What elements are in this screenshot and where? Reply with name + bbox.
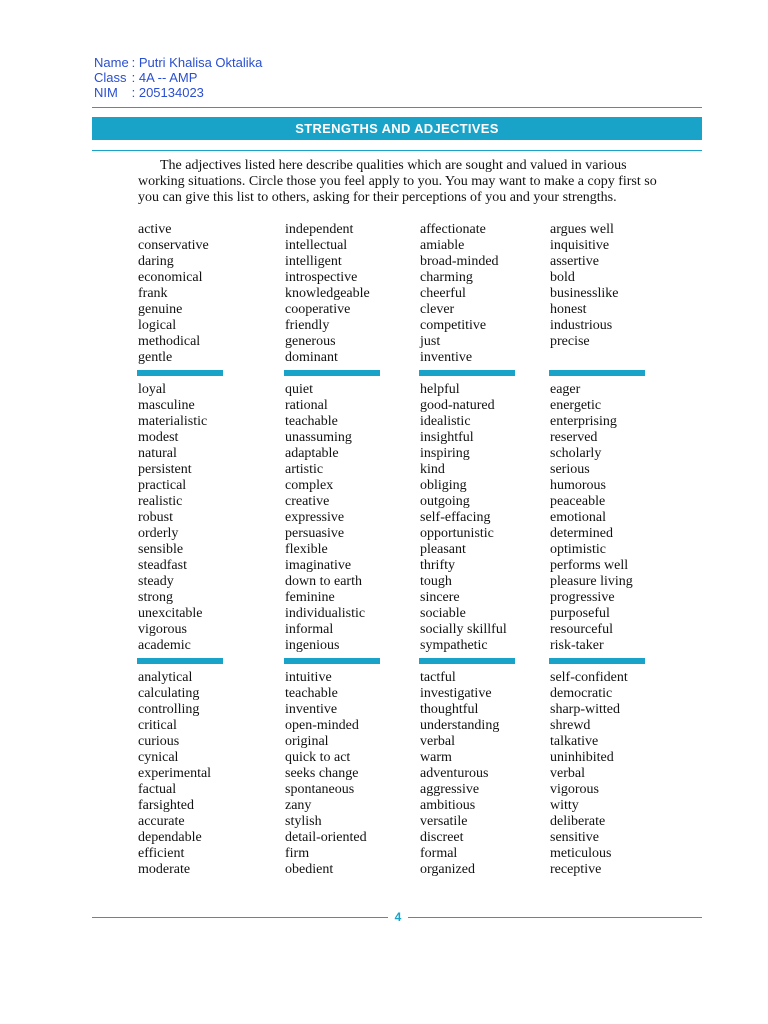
adjective: creative <box>285 494 330 509</box>
adjective: masculine <box>138 398 195 413</box>
adjective: sympathetic <box>420 638 488 653</box>
adjective: cheerful <box>420 286 466 301</box>
adjective: unexcitable <box>138 606 203 621</box>
adjective: clever <box>420 302 455 317</box>
adjective: pleasure living <box>550 574 633 589</box>
adjective: businesslike <box>550 286 619 301</box>
adjective: witty <box>550 798 579 813</box>
adjective: honest <box>550 302 587 317</box>
class-label: Class <box>94 70 127 85</box>
adjective: sensible <box>138 542 184 557</box>
adjective: competitive <box>420 318 487 333</box>
adjective: thrifty <box>420 558 455 573</box>
adjective: open-minded <box>285 718 359 733</box>
adjective: expressive <box>285 510 345 525</box>
adjective: sensitive <box>550 830 599 845</box>
adjective: genuine <box>138 302 183 317</box>
adjective-column <box>420 222 499 366</box>
adjective: self-confident <box>550 670 628 685</box>
adjective: unassuming <box>285 430 352 445</box>
adjective: adaptable <box>285 446 339 461</box>
nim-value: 205134023 <box>138 85 204 100</box>
adjective: broad-minded <box>420 254 499 269</box>
intro-paragraph <box>138 158 704 206</box>
adjective: artistic <box>285 462 324 477</box>
adjective: intellectual <box>285 238 348 253</box>
adjective: inventive <box>420 350 473 365</box>
section-divider <box>284 658 380 664</box>
adjective: shrewd <box>550 718 591 733</box>
adjective: logical <box>138 318 177 333</box>
adjective: warm <box>420 750 452 765</box>
adjective: tactful <box>420 670 456 685</box>
adjective: introspective <box>285 270 358 285</box>
adjective: determined <box>550 526 613 541</box>
adjective: cooperative <box>285 302 351 317</box>
section-divider <box>284 370 380 376</box>
adjective: individualistic <box>285 606 366 621</box>
adjective: risk-taker <box>550 638 604 653</box>
adjective: formal <box>420 846 458 861</box>
adjective: original <box>285 734 329 749</box>
adjective: precise <box>550 334 590 349</box>
adjective: kind <box>420 462 445 477</box>
adjective: affectionate <box>420 222 486 237</box>
adjective: reserved <box>550 430 598 445</box>
adjective: understanding <box>420 718 500 733</box>
adjective: intelligent <box>285 254 342 269</box>
adjective: dependable <box>138 830 202 845</box>
adjective: bold <box>550 270 575 285</box>
adjective: calculating <box>138 686 200 701</box>
adjective: cynical <box>138 750 179 765</box>
adjective: inventive <box>285 702 338 717</box>
adjective: insightful <box>420 430 474 445</box>
adjective: teachable <box>285 686 338 701</box>
adjective: curious <box>138 734 180 749</box>
name-row: Name : Putri Khalisa Oktalika <box>94 55 263 70</box>
adjective: organized <box>420 862 475 877</box>
adjective: helpful <box>420 382 460 397</box>
adjective: ambitious <box>420 798 476 813</box>
adjective: frank <box>138 286 168 301</box>
adjective: eager <box>550 382 581 397</box>
adjective: critical <box>138 718 177 733</box>
section-divider <box>419 658 515 664</box>
adjective: down to earth <box>285 574 362 589</box>
page-title: STRENGTHS AND ADJECTIVES <box>92 117 702 140</box>
adjective: experimental <box>138 766 212 781</box>
adjective: academic <box>138 638 191 653</box>
adjective: moderate <box>138 862 191 877</box>
adjective: enterprising <box>550 414 617 429</box>
section-divider <box>419 370 515 376</box>
adjective: economical <box>138 270 203 285</box>
adjective: farsighted <box>138 798 194 813</box>
adjective: tough <box>420 574 452 589</box>
student-info <box>94 55 262 100</box>
adjective-column <box>138 222 209 366</box>
adjective: persistent <box>138 462 192 477</box>
adjective: sharp-witted <box>550 702 620 717</box>
adjective-column <box>550 382 633 654</box>
adjective: vigorous <box>550 782 599 797</box>
adjective: argues well <box>550 222 614 237</box>
adjective: steadfast <box>138 558 187 573</box>
intro-line: working situations. Circle those you feel apply to you. You may want to make a copy first so <box>138 174 657 189</box>
adjective: steady <box>138 574 174 589</box>
adjective: zany <box>285 798 312 813</box>
adjective: ingenious <box>285 638 340 653</box>
intro-line: you can give this list to others, asking for their perceptions of you and your strengths. <box>138 190 617 205</box>
adjective-column <box>285 382 365 654</box>
name-label: Name <box>94 55 129 70</box>
nim-row: NIM : 205134023 <box>94 85 204 100</box>
adjective: orderly <box>138 526 179 541</box>
adjective-column <box>550 670 628 878</box>
adjective: modest <box>138 430 179 445</box>
adjective: practical <box>138 478 187 493</box>
adjective: controlling <box>138 702 200 717</box>
adjective: sociable <box>420 606 466 621</box>
section-divider <box>549 370 645 376</box>
adjective-column <box>138 670 211 878</box>
adjective: vigorous <box>138 622 187 637</box>
adjective-column <box>138 382 207 654</box>
adjective: uninhibited <box>550 750 614 765</box>
adjective: charming <box>420 270 473 285</box>
adjective: adventurous <box>420 766 489 781</box>
adjective: verbal <box>550 766 585 781</box>
adjective: amiable <box>420 238 465 253</box>
adjective: humorous <box>550 478 606 493</box>
adjective: analytical <box>138 670 193 685</box>
adjective: firm <box>285 846 310 861</box>
adjective: independent <box>285 222 354 237</box>
adjective: purposeful <box>550 606 610 621</box>
adjective: peaceable <box>550 494 606 509</box>
adjective: outgoing <box>420 494 470 509</box>
adjective: methodical <box>138 334 201 349</box>
adjective: daring <box>138 254 174 269</box>
adjective-column <box>285 670 367 878</box>
intro-line: The adjectives listed here describe qualities which are sought and valued in various <box>160 158 627 173</box>
class-row: Class : 4A -- AMP <box>94 70 198 85</box>
adjective: energetic <box>550 398 602 413</box>
adjective: socially skillful <box>420 622 507 637</box>
adjective: idealistic <box>420 414 471 429</box>
adjective: detail-oriented <box>285 830 367 845</box>
adjective: friendly <box>285 318 330 333</box>
adjective: just <box>420 334 441 349</box>
nim-label: NIM <box>94 85 118 100</box>
adjective: thoughtful <box>420 702 479 717</box>
adjective: rational <box>285 398 328 413</box>
adjective: sincere <box>420 590 460 605</box>
adjective: accurate <box>138 814 185 829</box>
page-number: 4 <box>388 910 408 924</box>
adjective: loyal <box>138 382 166 397</box>
section-divider <box>549 658 645 664</box>
adjective: talkative <box>550 734 599 749</box>
adjective: deliberate <box>550 814 606 829</box>
adjective: spontaneous <box>285 782 355 797</box>
adjective: complex <box>285 478 334 493</box>
adjective: assertive <box>550 254 599 269</box>
adjective: scholarly <box>550 446 602 461</box>
adjective: teachable <box>285 414 338 429</box>
adjective: dominant <box>285 350 338 365</box>
top-rule <box>92 107 702 108</box>
adjective: progressive <box>550 590 615 605</box>
adjective-column <box>285 222 370 366</box>
adjective: persuasive <box>285 526 345 541</box>
adjective: performs well <box>550 558 629 573</box>
adjective: stylish <box>285 814 322 829</box>
adjective: opportunistic <box>420 526 494 541</box>
adjective: resourceful <box>550 622 613 637</box>
section-divider <box>137 370 223 376</box>
adjective: robust <box>138 510 173 525</box>
adjective: knowledgeable <box>285 286 370 301</box>
adjective-column <box>420 670 499 878</box>
adjective: investigative <box>420 686 492 701</box>
adjective: informal <box>285 622 334 637</box>
adjective: active <box>138 222 172 237</box>
adjective: intuitive <box>285 670 332 685</box>
adjective: verbal <box>420 734 455 749</box>
class-value: 4A -- AMP <box>138 70 198 85</box>
adjective: inquisitive <box>550 238 610 253</box>
adjective: materialistic <box>138 414 208 429</box>
adjective: flexible <box>285 542 328 557</box>
adjective: seeks change <box>285 766 359 781</box>
adjective: emotional <box>550 510 606 525</box>
adjective: versatile <box>420 814 468 829</box>
adjective: inspiring <box>420 446 470 461</box>
adjective: democratic <box>550 686 613 701</box>
adjective: self-effacing <box>420 510 491 525</box>
adjective: realistic <box>138 494 183 509</box>
adjective: pleasant <box>420 542 466 557</box>
adjective: quick to act <box>285 750 351 765</box>
adjective: factual <box>138 782 177 797</box>
adjective: obedient <box>285 862 334 877</box>
adjective: industrious <box>550 318 613 333</box>
adjective: feminine <box>285 590 335 605</box>
adjective: discreet <box>420 830 464 845</box>
adjective: good-natured <box>420 398 495 413</box>
adjective: serious <box>550 462 590 477</box>
adjective: gentle <box>138 350 173 365</box>
section-divider <box>137 658 223 664</box>
adjective-column <box>550 222 618 350</box>
adjective: meticulous <box>550 846 612 861</box>
adjective: conservative <box>138 238 209 253</box>
adjective: obliging <box>420 478 467 493</box>
title-underline <box>92 150 702 151</box>
adjective: aggressive <box>420 782 480 797</box>
adjective: receptive <box>550 862 602 877</box>
adjective: generous <box>285 334 336 349</box>
adjective: efficient <box>138 846 185 861</box>
adjective: strong <box>138 590 173 605</box>
adjective: quiet <box>285 382 313 397</box>
name-value: Putri Khalisa Oktalika <box>138 55 263 70</box>
adjective-column <box>420 382 507 654</box>
adjective: optimistic <box>550 542 606 557</box>
adjective: imaginative <box>285 558 352 573</box>
adjective: natural <box>138 446 177 461</box>
